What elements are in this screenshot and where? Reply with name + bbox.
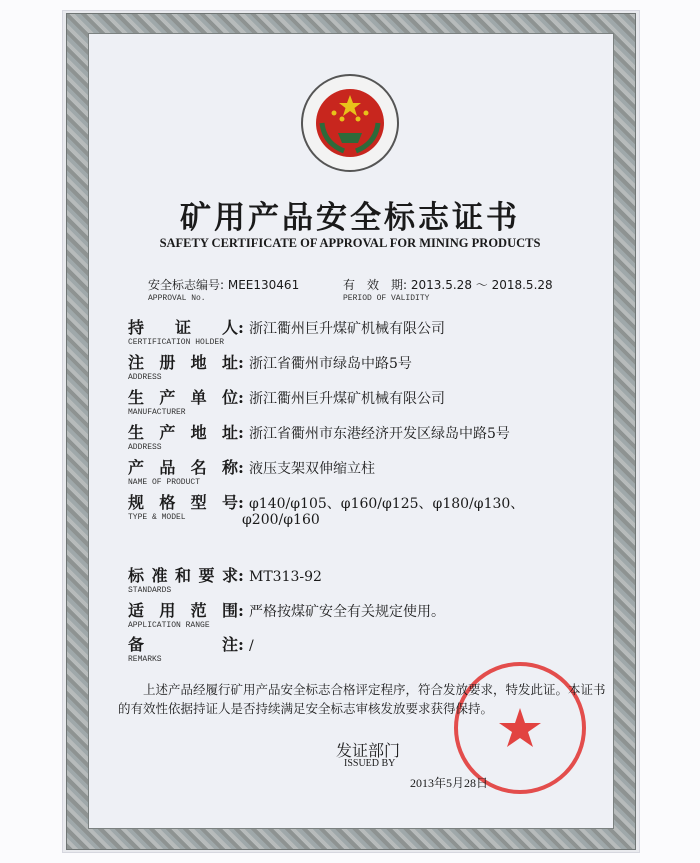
field-label: 生产单位 (128, 388, 238, 407)
field-0: 持证人: 浙江衢州巨升煤矿机械有限公司 CERTIFICATION HOLDER (128, 315, 445, 347)
statement: 上述产品经履行矿用产品安全标志合格评定程序，符合发放要求，特发此证。本证书的有效性依据持证人是否持续满足安全标志审核发放要求获得保持。 (118, 682, 606, 716)
approval-label: 安全标志编号: (148, 278, 225, 292)
field-label: 生产地址 (128, 423, 238, 442)
field-value: 浙江衢州巨升煤矿机械有限公司 (249, 391, 445, 407)
field-label: 标准和要求 (128, 566, 238, 585)
field-value: 浙江省衢州市绿岛中路5号 (249, 356, 412, 372)
issuer-label: 发证部门 (336, 741, 401, 760)
field-value: MT313-92 (249, 569, 322, 585)
field-value: φ140/φ105、φ160/φ125、φ180/φ130、 (249, 496, 525, 512)
issue-date: 2013年5月28日 (410, 776, 489, 790)
validity-value: 2013.5.28 ～ 2018.5.28 (410, 278, 553, 292)
approval-value: MEE130461 (227, 278, 300, 292)
field-value-cont: φ200/φ160 (242, 512, 320, 528)
field-6: 标准和要求: MT313-92 STANDARDS (128, 563, 322, 595)
issuer-en: ISSUED BY (344, 758, 396, 769)
field-value: 严格按煤矿安全有关规定使用。 (249, 604, 445, 620)
field-7: 适用范围: 严格按煤矿安全有关规定使用。 APPLICATION RANGE (128, 598, 445, 630)
field-en: ADDRESS (128, 443, 162, 452)
field-en: STANDARDS (128, 586, 172, 595)
field-2: 生产单位: 浙江衢州巨升煤矿机械有限公司 MANUFACTURER (128, 385, 445, 417)
field-label: 备注 (128, 635, 238, 654)
field-value: 浙江省衢州市东港经济开发区绿岛中路5号 (249, 426, 510, 442)
field-1: 注册地址: 浙江省衢州市绿岛中路5号 ADDRESS (128, 350, 412, 382)
field-label: 产品名称 (128, 458, 238, 477)
field-3: 生产地址: 浙江省衢州市东港经济开发区绿岛中路5号 ADDRESS (128, 420, 510, 452)
field-en: NAME OF PRODUCT (128, 478, 201, 487)
field-value: 浙江衢州巨升煤矿机械有限公司 (249, 321, 445, 337)
field-value: 液压支架双伸缩立柱 (249, 461, 375, 477)
field-label: 持证人 (128, 318, 238, 337)
field-en: CERTIFICATION HOLDER (128, 338, 225, 347)
validity-label: 有 效 期: (343, 278, 408, 292)
field-4: 产品名称: 液压支架双伸缩立柱 NAME OF PRODUCT (128, 455, 375, 487)
certificate-title: 矿用产品安全标志证书 (180, 200, 520, 236)
field-en: TYPE & MODEL (128, 513, 186, 522)
approval-en: APPROVAL No. (148, 294, 206, 303)
emblem-logo (300, 73, 400, 173)
certificate-subtitle: SAFETY CERTIFICATE OF APPROVAL FOR MINING PRODUCTS (159, 236, 541, 250)
field-en: APPLICATION RANGE (128, 621, 210, 630)
field-8: 备注: / REMARKS (128, 632, 254, 664)
field-label: 规格型号 (128, 493, 238, 512)
field-label: 适用范围 (128, 601, 238, 620)
field-en: MANUFACTURER (128, 408, 186, 417)
field-label: 注册地址 (128, 353, 238, 372)
field-5: 规格型号: φ140/φ105、φ160/φ125、φ180/φ130、 TYPE & MODEL φ200/φ160 (128, 490, 524, 522)
field-en: REMARKS (128, 655, 162, 664)
field-value: / (249, 638, 254, 654)
validity-en: PERIOD OF VALIDITY (343, 294, 430, 303)
field-en: ADDRESS (128, 373, 162, 382)
